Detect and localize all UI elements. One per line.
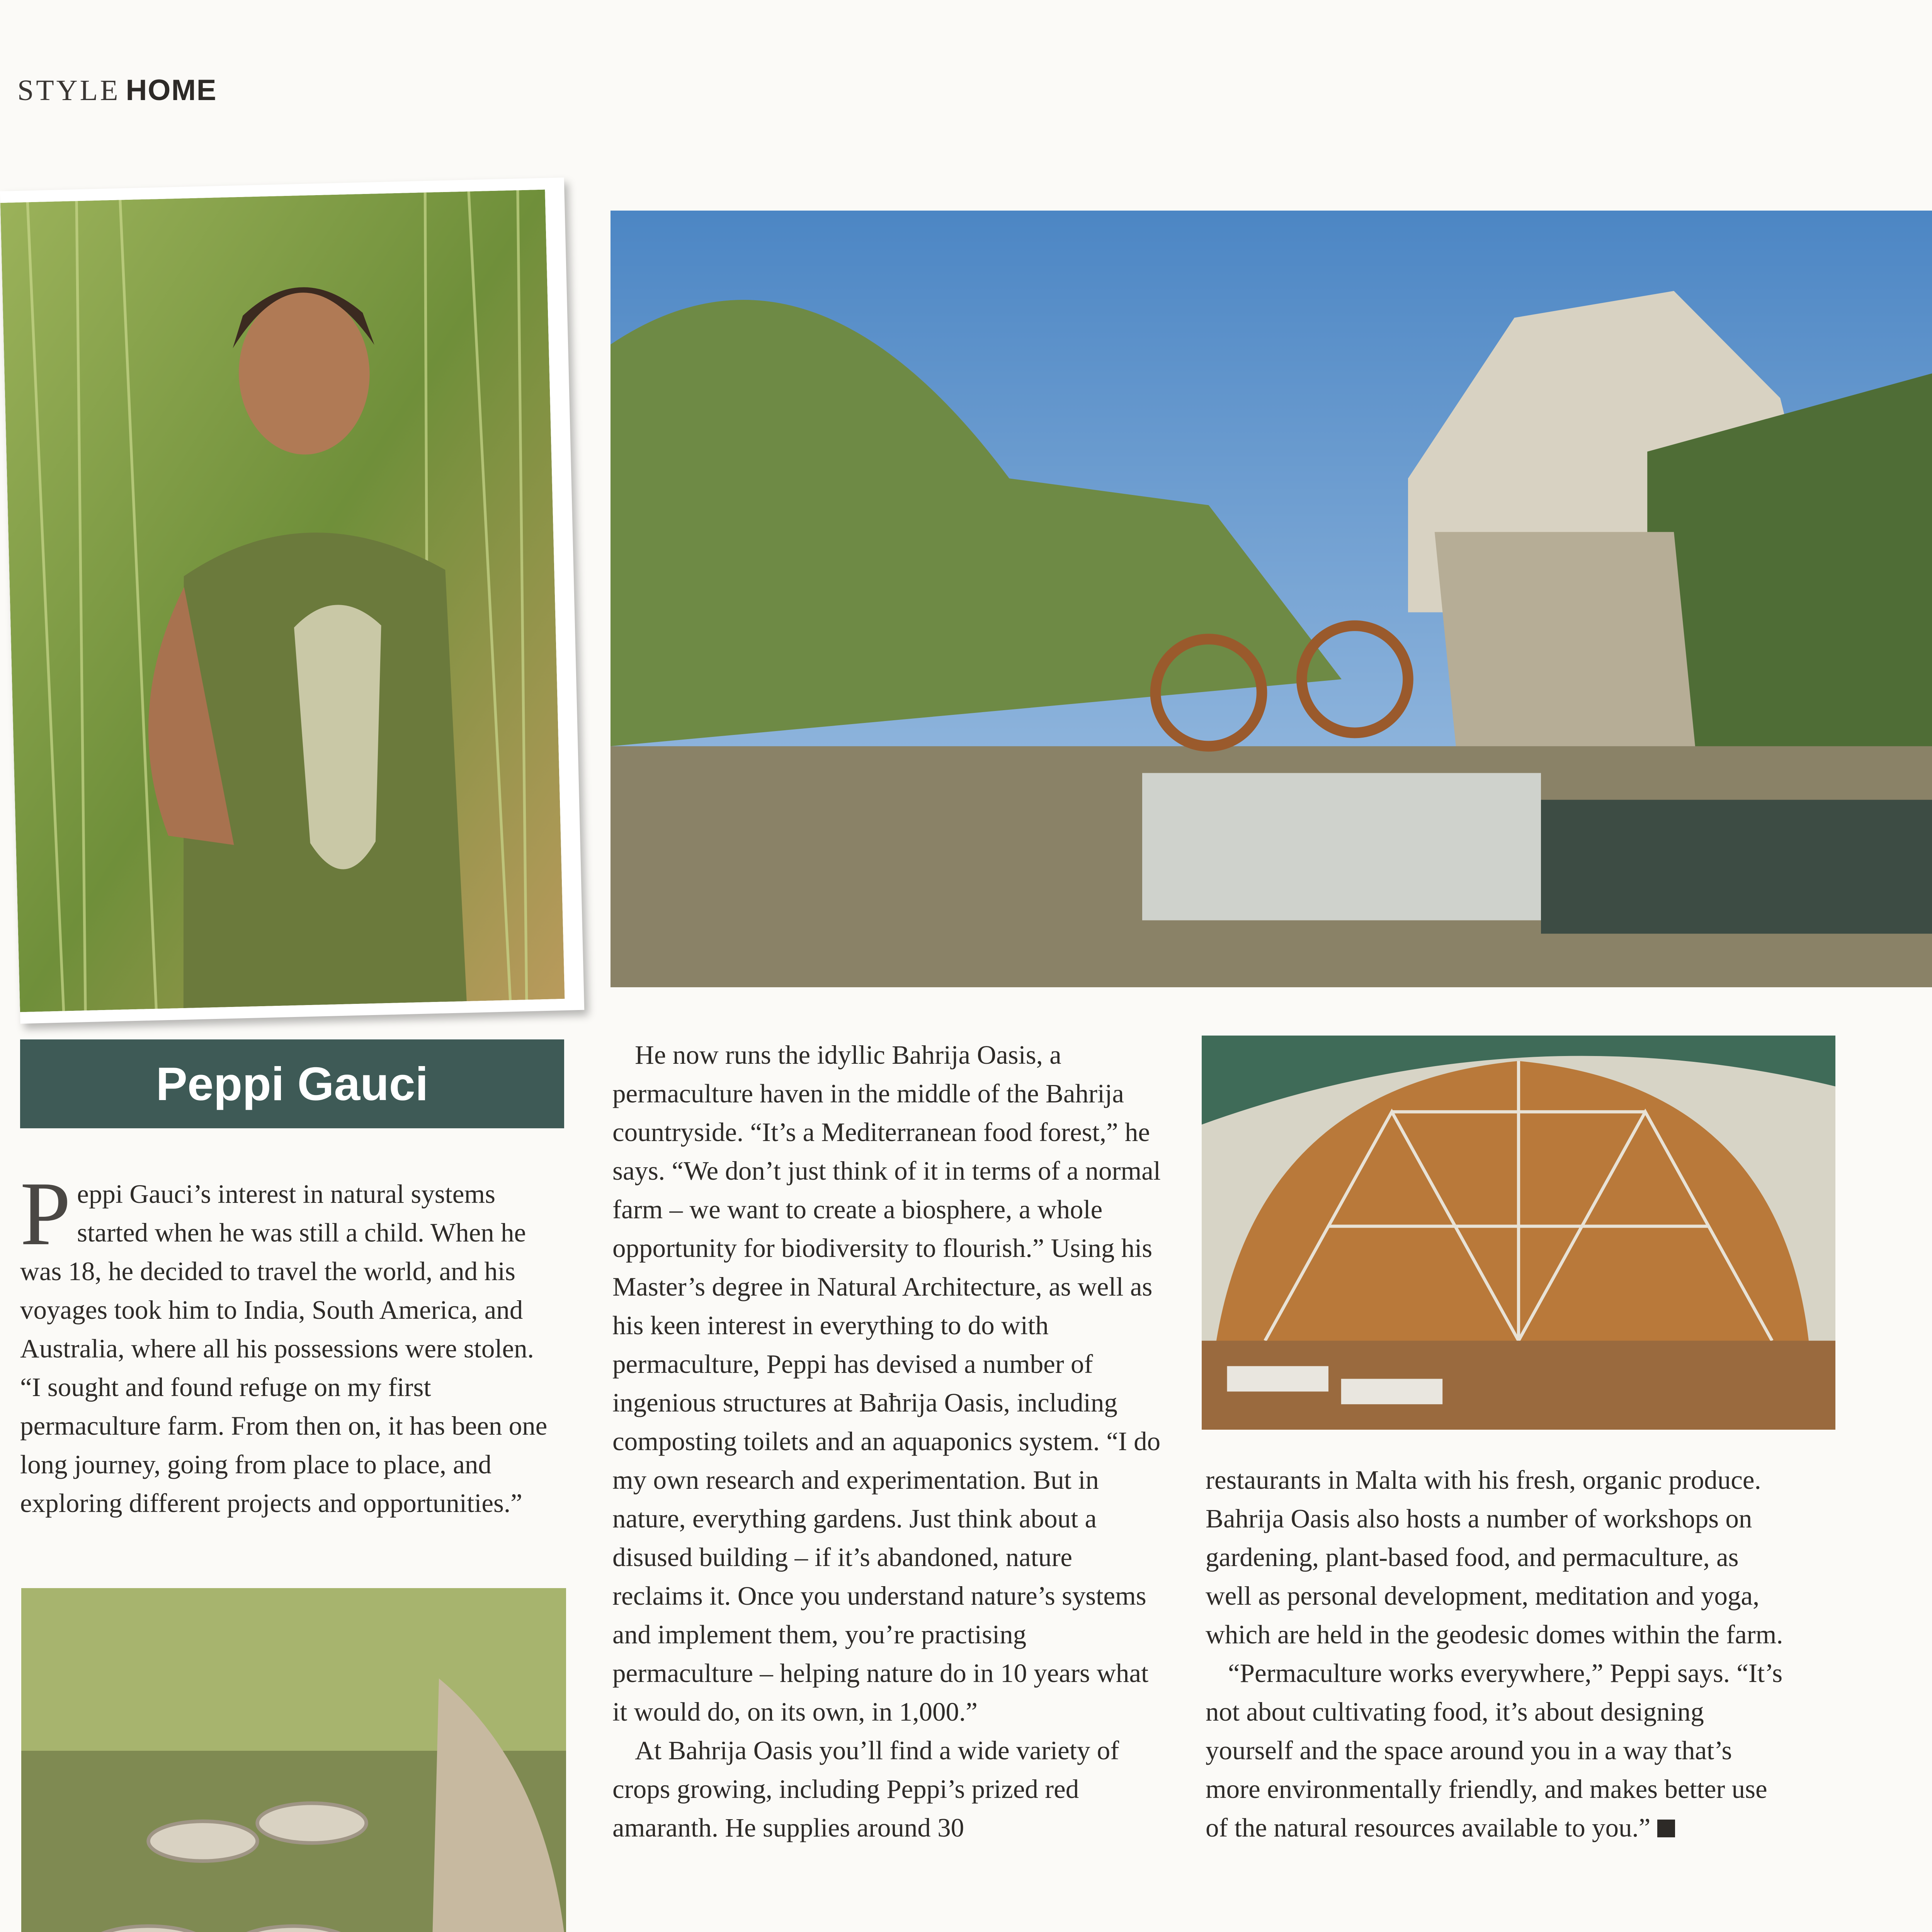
- portrait-photo-frame: [0, 177, 584, 1024]
- section-label: STYLE: [17, 74, 121, 107]
- geodesic-dome-photo: [1202, 1036, 1835, 1430]
- article-paragraph: He now runs the idyllic Bahrija Oasis, a permaculture haven in the middle of the Bahrija countryside. “It’s a Mediterranean food forest,” he says. “We don’t just think of it in terms of a normal farm – we want to create a biosphere, a whole opportunity for biodiversity to flourish.” Using his Master’s degree in Natural Architecture, as well as his keen interest in everything to do with permaculture, Peppi has devised a number of ingenious structures at Baħrija Oasis, including composting toilets and an aquaponics system. “I do my own research and experimentation. But in nature, everything gardens. Just think about a disused building – if it’s abandoned, nature reclaims it. Once you understand nature’s systems and implement them, you’re practising permaculture – helping nature do in 10 years what it would do, on its own, in 1,000.”: [612, 1040, 1161, 1726]
- subsection-label: HOME: [126, 74, 217, 107]
- article-column-middle: [612, 1036, 1169, 1847]
- paragraph-text: eppi Gauci’s interest in natural systems started when he was still a child. When he was 18, he decided to travel the world, and his voyages took him to India, South America, and Australia, where all his possessions were stolen. “I sought and found refuge on my first permaculture farm. From then on, it has been one long journey, going from place to place, and exploring different projects and opportunities.”: [20, 1179, 548, 1518]
- article-paragraph: [1206, 1654, 1785, 1847]
- article-paragraph: At Bahrija Oasis you’ll find a wide variety of crops growing, including Peppi’s prized red amaranth. He supplies around 30: [612, 1736, 1119, 1842]
- stone-basins-photo: [21, 1588, 566, 1932]
- article-paragraph: restaurants in Malta with his fresh, organic produce. Bahrija Oasis also hosts a number of workshops on gardening, plant-based food, and permaculture, as well as personal development, meditation and yoga, which are held in the geodesic domes within the farm.: [1206, 1465, 1783, 1649]
- article-column-right: [1206, 1461, 1785, 1847]
- garden-photo: [611, 211, 1932, 987]
- article-paragraph: [20, 1163, 553, 1522]
- running-header: [17, 73, 217, 107]
- drop-cap: P: [20, 1163, 71, 1264]
- portrait-photo: [0, 190, 565, 1012]
- name-banner: Peppi Gauci: [20, 1039, 564, 1128]
- article-column-left: [20, 1163, 553, 1522]
- paragraph-text: “Permaculture works everywhere,” Peppi says. “It’s not about cultivating food, it’s about designing yourself and the space around you in a way that’s more environmentally friendly, and makes better use of the natural resources available to you.”: [1206, 1658, 1783, 1842]
- end-mark-icon: [1657, 1820, 1675, 1837]
